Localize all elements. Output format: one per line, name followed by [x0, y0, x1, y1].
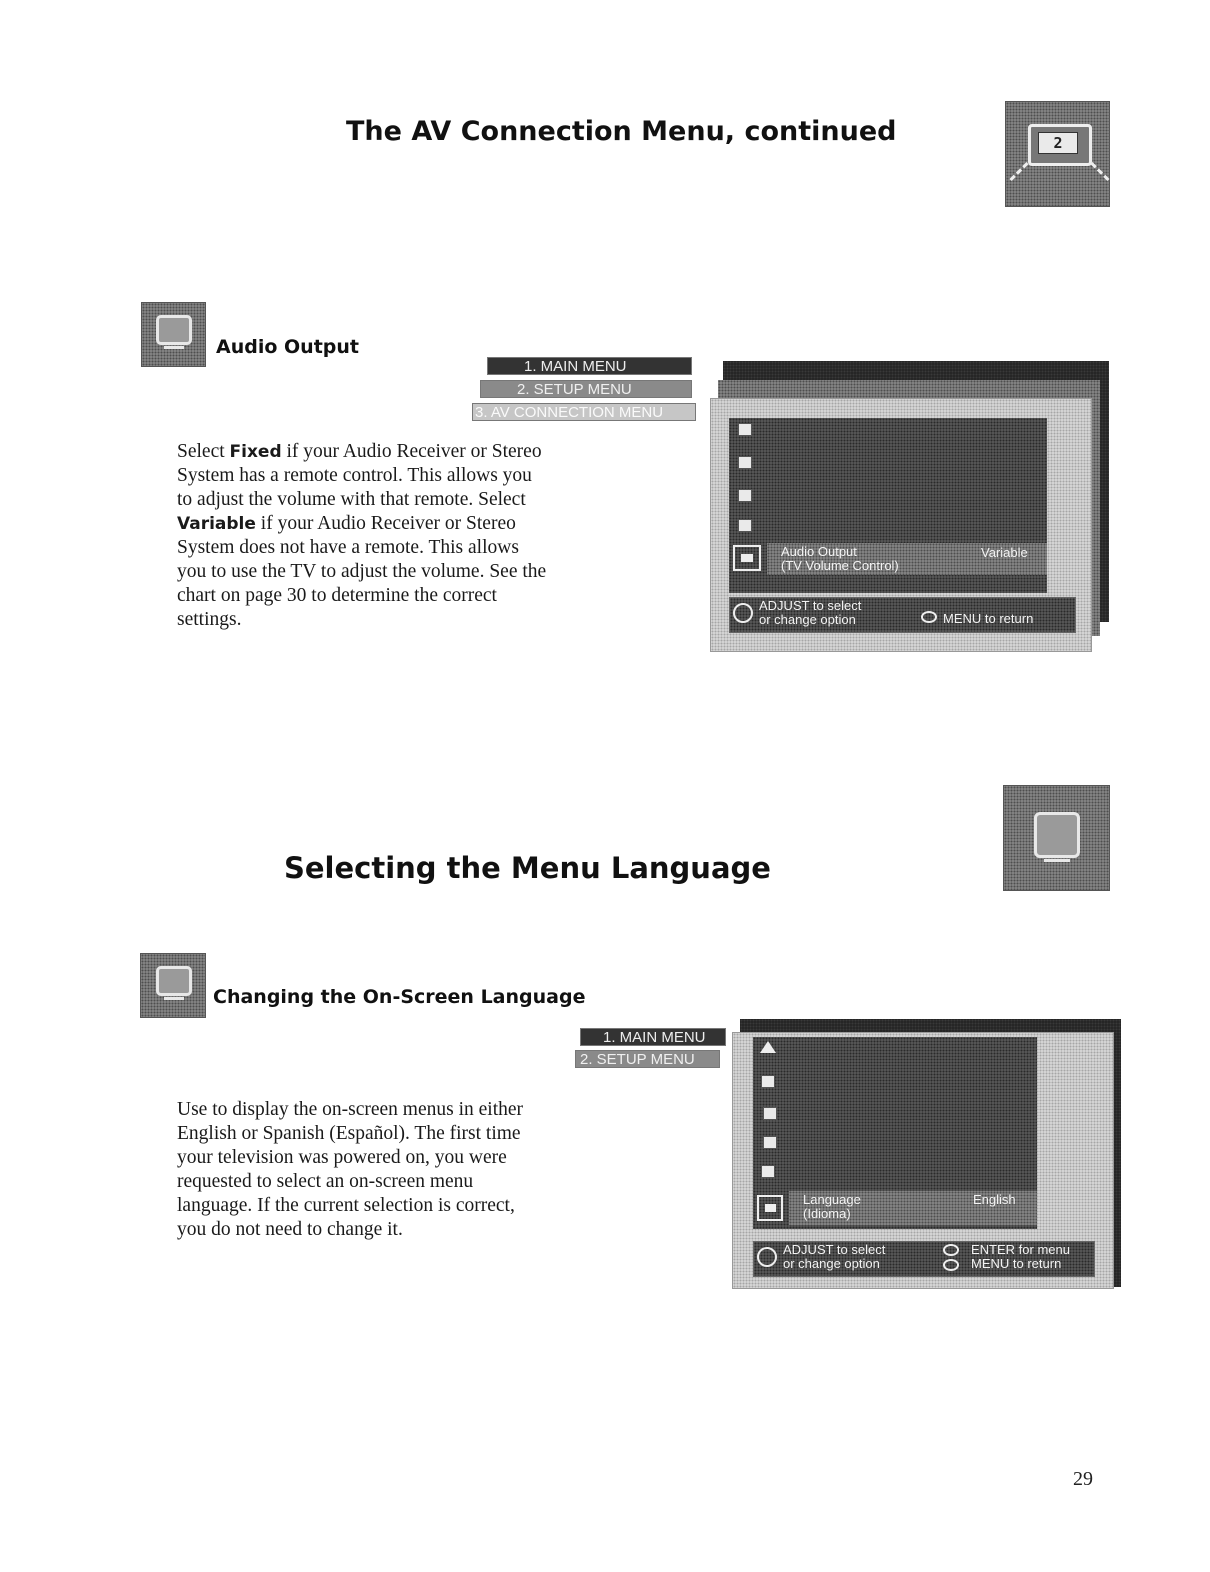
- footer-adjust-line2: or change option: [783, 1256, 880, 1271]
- bold-term: Fixed: [229, 442, 282, 462]
- breadcrumb-setup-menu: 2. SETUP MENU: [575, 1050, 720, 1068]
- breadcrumb-av-connection-menu: 3. AV CONNECTION MENU: [472, 403, 696, 421]
- menu-item-icon: [763, 1107, 777, 1120]
- tv-icon: [140, 953, 206, 1018]
- selected-item-icon: [733, 545, 761, 571]
- setup-icon: [760, 1041, 776, 1053]
- enter-button-icon: [943, 1244, 959, 1256]
- tv-icon: [141, 302, 206, 367]
- menu-item-icon: [763, 1136, 777, 1149]
- footer-adjust-line1: ADJUST to select: [759, 598, 862, 613]
- subsection-heading-audio-output: Audio Output: [216, 336, 359, 358]
- subsection-heading-on-screen-language: Changing the On-Screen Language: [213, 986, 586, 1008]
- adjust-dial-icon: [733, 603, 753, 623]
- menu-item-icon: [738, 423, 752, 436]
- footer-menu-return: MENU to return: [943, 611, 1034, 626]
- breadcrumb-setup-menu: 2. SETUP MENU: [480, 380, 692, 398]
- footer-adjust-line1: ADJUST to select: [783, 1242, 886, 1257]
- selected-item-value: English: [973, 1192, 1016, 1207]
- selected-item-sublabel: (Idioma): [803, 1206, 851, 1221]
- section-title-av-connection: The AV Connection Menu, continued: [346, 116, 897, 147]
- menu-item-icon: [761, 1075, 775, 1088]
- menu-button-icon: [921, 611, 937, 623]
- adjust-dial-icon: [757, 1247, 777, 1267]
- on-screen-language-description: Use to display the on-screen menus in either English or Spanish (Español). The first time your television was powered on, you were requested to select an on-screen menu language. If the current selection is correct, you do not need to change it.: [177, 1099, 524, 1240]
- footer-enter-menu: ENTER for menu: [971, 1242, 1070, 1257]
- menu-item-icon: [738, 519, 752, 532]
- menu-button-icon: [943, 1259, 959, 1271]
- selected-item-value: Variable: [981, 545, 1028, 560]
- tv-number-2-icon: [1005, 101, 1110, 207]
- breadcrumb-main-menu: 1. MAIN MENU: [487, 357, 692, 375]
- menu-item-icon: [738, 456, 752, 469]
- selected-item-sublabel: (TV Volume Control): [781, 558, 899, 573]
- text-run: if your Audio Receiver or Stereo System has a remote control. This allows you to adjust the volume with that remote. Select: [177, 441, 542, 510]
- footer-menu-return: MENU to return: [971, 1256, 1062, 1271]
- footer-adjust-line2: or change option: [759, 612, 856, 627]
- selected-item-label: Language: [803, 1192, 861, 1207]
- bold-term: Variable: [177, 514, 256, 534]
- text-run: Select: [177, 441, 230, 462]
- menu-item-icon: [761, 1165, 775, 1178]
- menu-item-icon: [738, 489, 752, 502]
- osd-screen-av-connection: [710, 398, 1092, 652]
- selected-item-icon: [757, 1195, 783, 1221]
- badge-number: 2: [1038, 132, 1078, 154]
- page-number: 29: [1073, 1468, 1093, 1490]
- selected-item-label: Audio Output: [781, 544, 857, 559]
- audio-output-description: [177, 440, 547, 632]
- osd-screen-setup-menu: [732, 1032, 1114, 1289]
- text-run: if your Audio Receiver or Stereo System does not have a remote. This allows you to use the TV to adjust the volume. See the chart on page 30 to determine the correct settings.: [177, 513, 547, 630]
- section-title-menu-language: Selecting the Menu Language: [284, 851, 771, 885]
- breadcrumb-main-menu: 1. MAIN MENU: [580, 1028, 726, 1046]
- tv-screen-icon: [1003, 785, 1110, 891]
